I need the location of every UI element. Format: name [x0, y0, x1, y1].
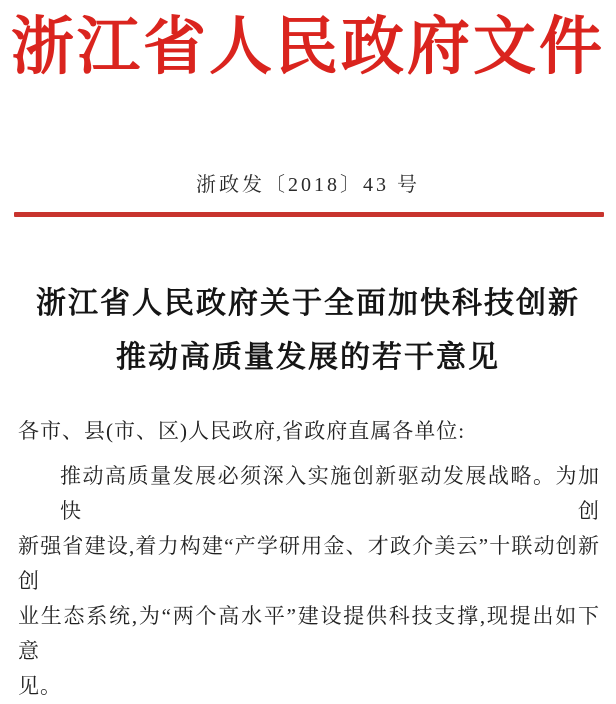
document-banner-title: 浙江省人民政府文件	[11, 12, 605, 82]
paragraph-line: 见。	[18, 674, 62, 698]
document-title-line-2: 推动高质量发展的若干意见	[116, 341, 500, 374]
document-title	[0, 277, 616, 385]
document-number: 浙政发〔2018〕43 号	[196, 174, 420, 196]
body-paragraph	[18, 459, 600, 704]
red-divider-line	[14, 212, 604, 217]
paragraph-line: 新强省建设,着力构建“产学研用金、才政介美云”十联动创新创	[18, 534, 600, 593]
document-title-line-1: 浙江省人民政府关于全面加快科技创新	[36, 287, 580, 320]
document-page	[0, 5, 616, 698]
salutation-line: 各市、县(市、区)人民政府,省政府直属各单位:	[18, 419, 466, 443]
paragraph-line: 推动高质量发展必须深入实施创新驱动发展战略。为加快创	[60, 464, 600, 523]
paragraph-line: 业生态系统,为“两个高水平”建设提供科技支撑,现提出如下意	[18, 604, 600, 663]
